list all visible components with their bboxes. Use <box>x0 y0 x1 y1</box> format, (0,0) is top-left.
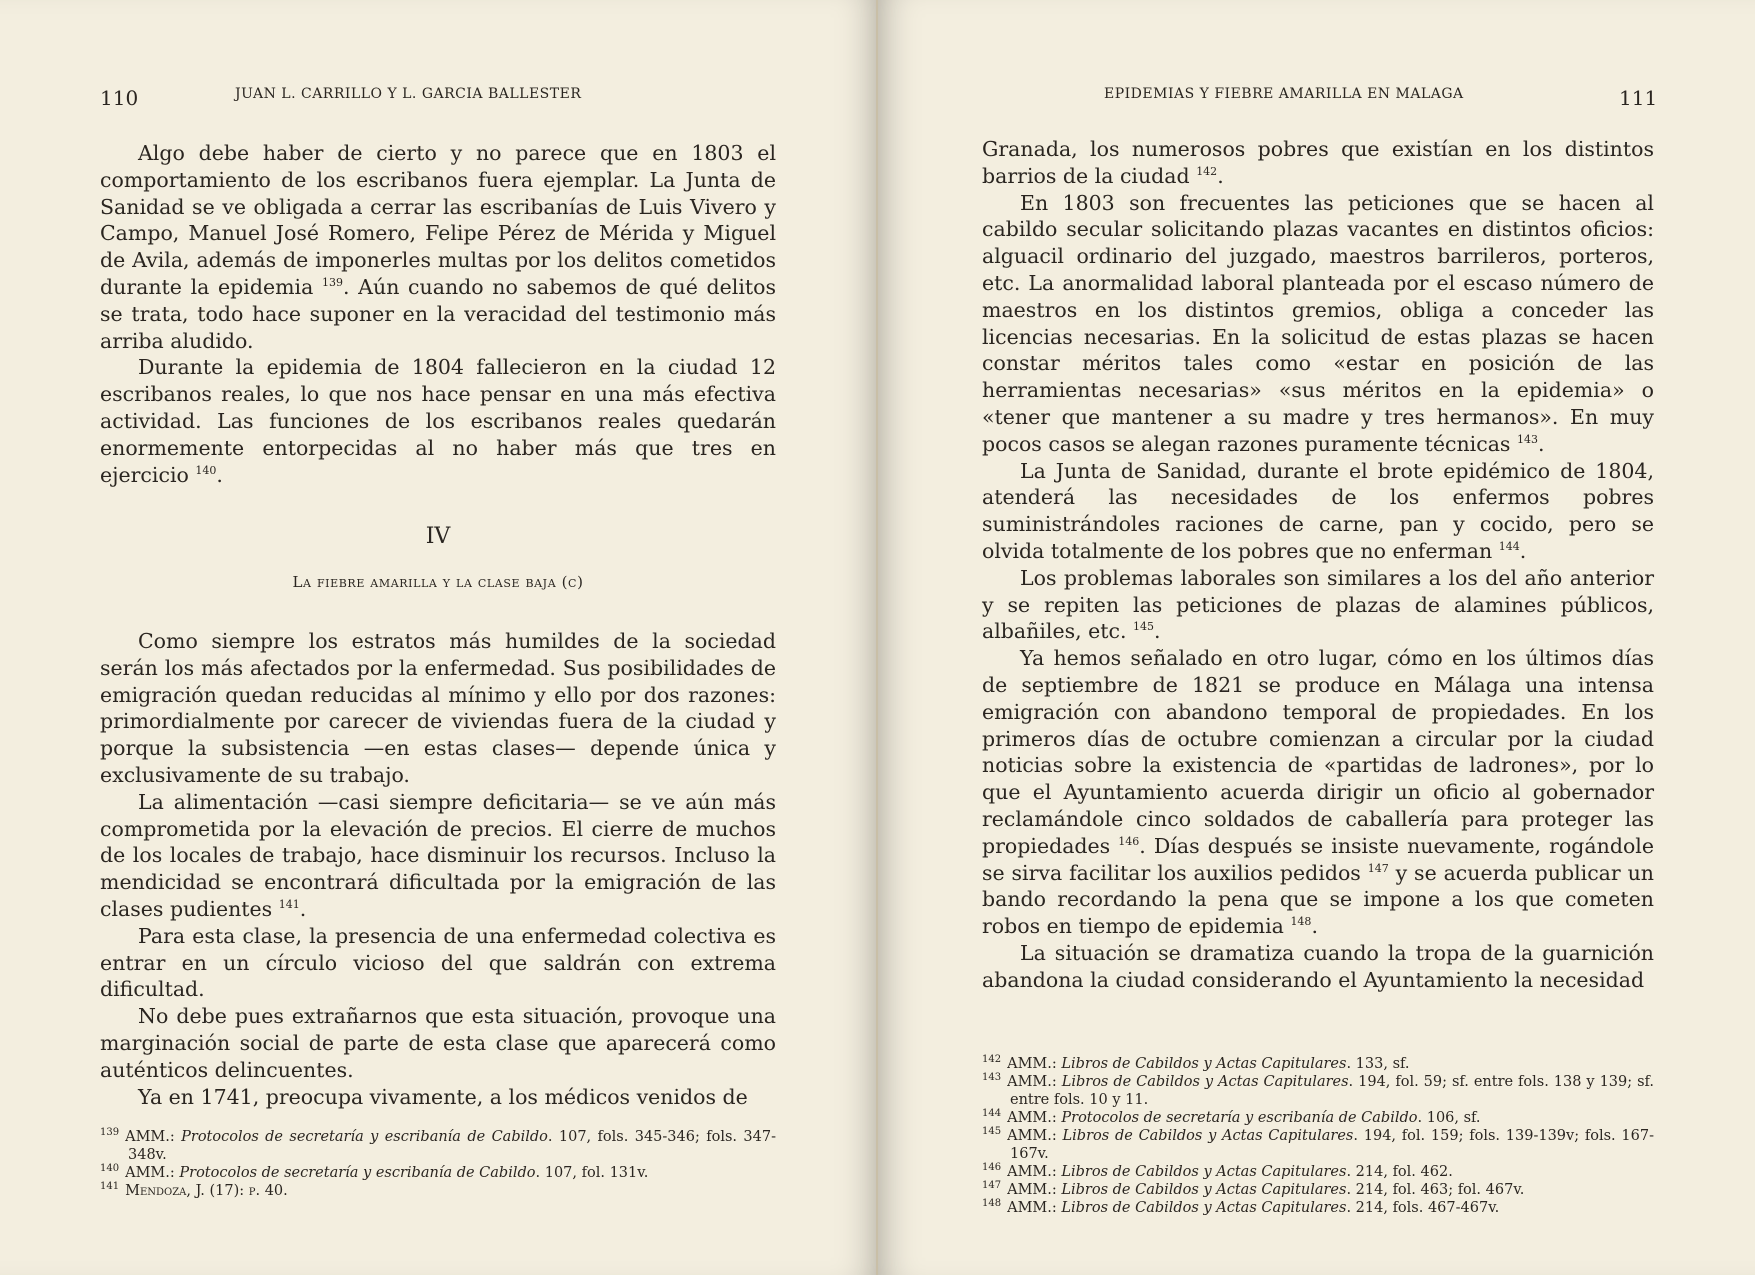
footnote-ref: 144 <box>1498 540 1520 554</box>
punct: . <box>299 896 307 921</box>
footnote-title: Protocolos de secretaría y escribanía de Cabildo <box>181 1129 548 1145</box>
footnote-ref: 145 <box>1133 620 1155 634</box>
footnote-detail: . 107, fol. 131v. <box>535 1165 649 1181</box>
punct: . <box>1537 431 1545 456</box>
section-title: La fiebre amarilla y la clase baja (c) <box>292 573 584 592</box>
footnote-detail: . 107, fols. 345-346; fols. 347-348v. <box>128 1129 776 1163</box>
footnote-source: AMM.: <box>1007 1074 1062 1090</box>
footnote <box>982 1181 1654 1199</box>
punct: . <box>1217 163 1224 188</box>
footnote-detail: . 214, fol. 463; fol. 467v. <box>1346 1182 1525 1198</box>
paragraph: Para esta clase, la presencia de una enfermedad colectiva es entrar en un círculo vicioso del que saldrán con extrema dificultad. <box>100 923 776 1002</box>
footnote-detail: . 106, sf. <box>1417 1110 1481 1126</box>
footnote <box>100 1128 776 1164</box>
paragraph <box>100 354 776 488</box>
footnote-ref: 148 <box>1290 915 1312 929</box>
footnote-number: 147 <box>982 1180 1002 1192</box>
punct: . <box>216 462 223 487</box>
footnote <box>982 1163 1654 1181</box>
footnote-title: Libros de Cabildos y Actas Capitulares <box>1061 1200 1347 1216</box>
footnote-ref: 141 <box>278 898 300 912</box>
paragraph <box>982 645 1654 940</box>
footnote-title: Libros de Cabildos y Actas Capitulares <box>1061 1164 1347 1180</box>
page-number: 110 <box>100 86 139 110</box>
paragraph: No debe pues extrañarnos que esta situación, provoque una marginación social de parte de esta clase que aparecerá como auténticos delincuentes. <box>100 1004 776 1082</box>
paragraph <box>982 458 1654 565</box>
footnote-number: 148 <box>982 1198 1002 1210</box>
footnote-number: 139 <box>100 1127 120 1139</box>
paragraph-text: La Junta de Sanidad, durante el brote epidémico de 1804, atenderá las necesidades de los enfermos pobres suministrándoles raciones de carne, pan y cocido, pero se olvida totalmente de los pobres que no enferman <box>982 458 1654 563</box>
right-footnotes <box>982 1055 1654 1217</box>
footnote-ref: 142 <box>1196 164 1218 178</box>
paragraph: Como siempre los estratos más humildes de la sociedad serán los más afectados por la enfermedad. Sus posibilidades de emigración quedan reducidas al mínimo y ello por dos razones: primordialmente por carecer de viviendas fuera de la ciudad y porque la subsistencia —en estas clases— depende única y exclusivamente de su trabajo. <box>100 628 776 787</box>
running-head: EPIDEMIAS Y FIEBRE AMARILLA EN MALAGA <box>1104 86 1464 102</box>
paragraph-text: Ya hemos señalado en otro lugar, cómo en los últimos días de septiembre de 1821 se produce en Málaga una intensa emigración con abandono temporal de propiedades. En los primeros días de octubre comienzan a circular por la ciudad noticias sobre la existencia de «partidas de ladrones», por lo que el Ayuntamiento acuerda dirigir un oficio al gobernador reclamándole cinco soldados de caballería para proteger las propiedades <box>982 646 1654 858</box>
running-head: JUAN L. CARRILLO Y L. GARCIA BALLESTER <box>235 86 582 102</box>
footnote-source: AMM.: <box>1007 1200 1062 1216</box>
footnote-number: 146 <box>982 1162 1002 1174</box>
footnote-source: AMM.: <box>125 1165 180 1181</box>
section-number: IV <box>425 524 451 550</box>
footnote-ref: 143 <box>1516 432 1538 446</box>
footnote-title: Libros de Cabildos y Actas Capitulares <box>1061 1074 1349 1090</box>
paragraph-text: . Días después se insiste nuevamente, rogándole se sirva facilitar los auxilios pedidos <box>982 833 1654 885</box>
footnote-ref: 146 <box>1118 834 1140 848</box>
footnote <box>100 1182 776 1200</box>
footnote-number: 142 <box>982 1054 1002 1066</box>
footnote-number: 144 <box>982 1108 1002 1120</box>
left-body <box>100 140 776 1110</box>
footnote <box>982 1055 1654 1073</box>
footnote-title: Libros de Cabildos y Actas Capitulares <box>1062 1128 1354 1144</box>
footnote <box>982 1127 1654 1163</box>
left-footnotes <box>100 1128 776 1200</box>
footnote-source: AMM.: <box>1007 1182 1062 1198</box>
punct: . <box>1311 914 1318 939</box>
paragraph-text: . Aún cuando no sabemos de qué delitos se trata, todo hace suponer en la veracidad del testimonio más arriba aludido. <box>100 274 776 353</box>
footnote-title: Protocolos de secretaría y escribanía de Cabildo <box>179 1165 536 1181</box>
paragraph-text: Durante la epidemia de 1804 fallecieron en la ciudad 12 escribanos reales, lo que nos hace pensar en una más efectiva actividad. Las funciones de los escribanos reales quedarán enormemente entorpecidas al no haber más que tres en ejercicio <box>100 355 776 487</box>
footnote-detail: . 133, sf. <box>1346 1056 1410 1072</box>
paragraph <box>100 140 776 354</box>
footnote-number: 143 <box>982 1072 1002 1084</box>
footnote-ref: 140 <box>195 463 217 477</box>
footnote-title: Libros de Cabildos y Actas Capitulares <box>1061 1182 1347 1198</box>
footnote-ref: 139 <box>322 276 343 290</box>
footnote-title: Protocolos de secretaría y escribanía de Cabildo <box>1061 1110 1418 1126</box>
footnote-number: 140 <box>100 1163 120 1175</box>
paragraph: Ya en 1741, preocupa vivamente, a los médicos venidos de <box>138 1084 748 1109</box>
footnote-detail: . 214, fols. 467-467v. <box>1346 1200 1500 1216</box>
paragraph: La situación se dramatiza cuando la tropa de la guarnición abandona la ciudad considerando el Ayuntamiento la necesidad <box>982 940 1654 992</box>
footnote-ref: 147 <box>1367 861 1389 875</box>
footnote-detail: . 194, fol. 59; sf. entre fols. 138 y 139; sf. entre fols. 10 y 11. <box>1010 1074 1654 1108</box>
footnote-title: Libros de Cabildos y Actas Capitulares <box>1061 1056 1347 1072</box>
paragraph-text: Algo debe haber de cierto y no parece que en 1803 el comportamiento de los escribanos fuera ejemplar. La Junta de Sanidad se ve obligada a cerrar las escribanías de Luis Vivero y Campo, Manuel José Romero, Felipe Pérez de Mérida y Miguel de Avila, además de imponerles multas por los delitos cometidos durante la epidemia <box>100 141 776 299</box>
paragraph <box>100 789 776 923</box>
paragraph <box>982 136 1654 190</box>
footnote <box>982 1073 1654 1109</box>
paragraph-text: Granada, los numerosos pobres que existían en los distintos barrios de la ciudad <box>982 137 1654 188</box>
page-number: 111 <box>1619 86 1658 110</box>
punct: . <box>1519 538 1527 563</box>
punct: . <box>1154 619 1161 644</box>
footnote-source: AMM.: <box>1007 1110 1062 1126</box>
paragraph <box>982 190 1654 458</box>
footnote <box>982 1199 1654 1217</box>
footnote-number: 141 <box>100 1181 120 1193</box>
paragraph-text: La alimentación —casi siempre deficitaria— se ve aún más comprometida por la elevación de precios. El cierre de muchos de los locales de trabajo, hace disminuir los recursos. Incluso la mendicidad se encontrará dificultada por la emigración de las clases pudientes <box>100 789 776 921</box>
footnote-detail: . 194, fol. 159; fols. 139-139v; fols. 167-167v. <box>1010 1128 1654 1162</box>
paragraph-text: En 1803 son frecuentes las peticiones que se hacen al cabildo secular solicitando plazas vacantes en distintos oficios: alguacil ordinario del juzgado, maestros barrileros, porteros, etc. La anormalidad laboral planteada por el escaso número de maestros en los distintos gremios, obliga a conceder las licencias necesarias. En la solicitud de estas plazas se hacen constar méritos tales como «estar en posición de las herramientas necesarias» «sus méritos en la epidemia» o «tener que mantener a su madre y tres hermanos». En muy pocos casos se alegan razones puramente técnicas <box>982 190 1654 456</box>
paragraph-text: Los problemas laborales son similares a los del año anterior y se repiten las peticiones de plazas de alamines públicos, albañiles, etc. <box>982 565 1654 644</box>
paragraph-text: y se acuerda publicar un bando recordando la pena que se impone a los que cometen robos en tiempo de epidemia <box>982 860 1654 939</box>
footnote-source: AMM.: <box>1007 1128 1063 1144</box>
footnote-source: Mendoza, J. (17): p. 40. <box>125 1183 288 1199</box>
paragraph <box>982 565 1654 645</box>
footnote-number: 145 <box>982 1126 1002 1138</box>
footnote <box>982 1109 1654 1127</box>
footnote-source: AMM.: <box>1007 1164 1062 1180</box>
footnote-source: AMM.: <box>125 1129 182 1145</box>
footnote <box>100 1164 776 1182</box>
footnote-detail: . 214, fol. 462. <box>1346 1164 1453 1180</box>
footnote-source: AMM.: <box>1007 1056 1062 1072</box>
right-page <box>878 0 1755 1275</box>
right-body <box>982 136 1654 994</box>
